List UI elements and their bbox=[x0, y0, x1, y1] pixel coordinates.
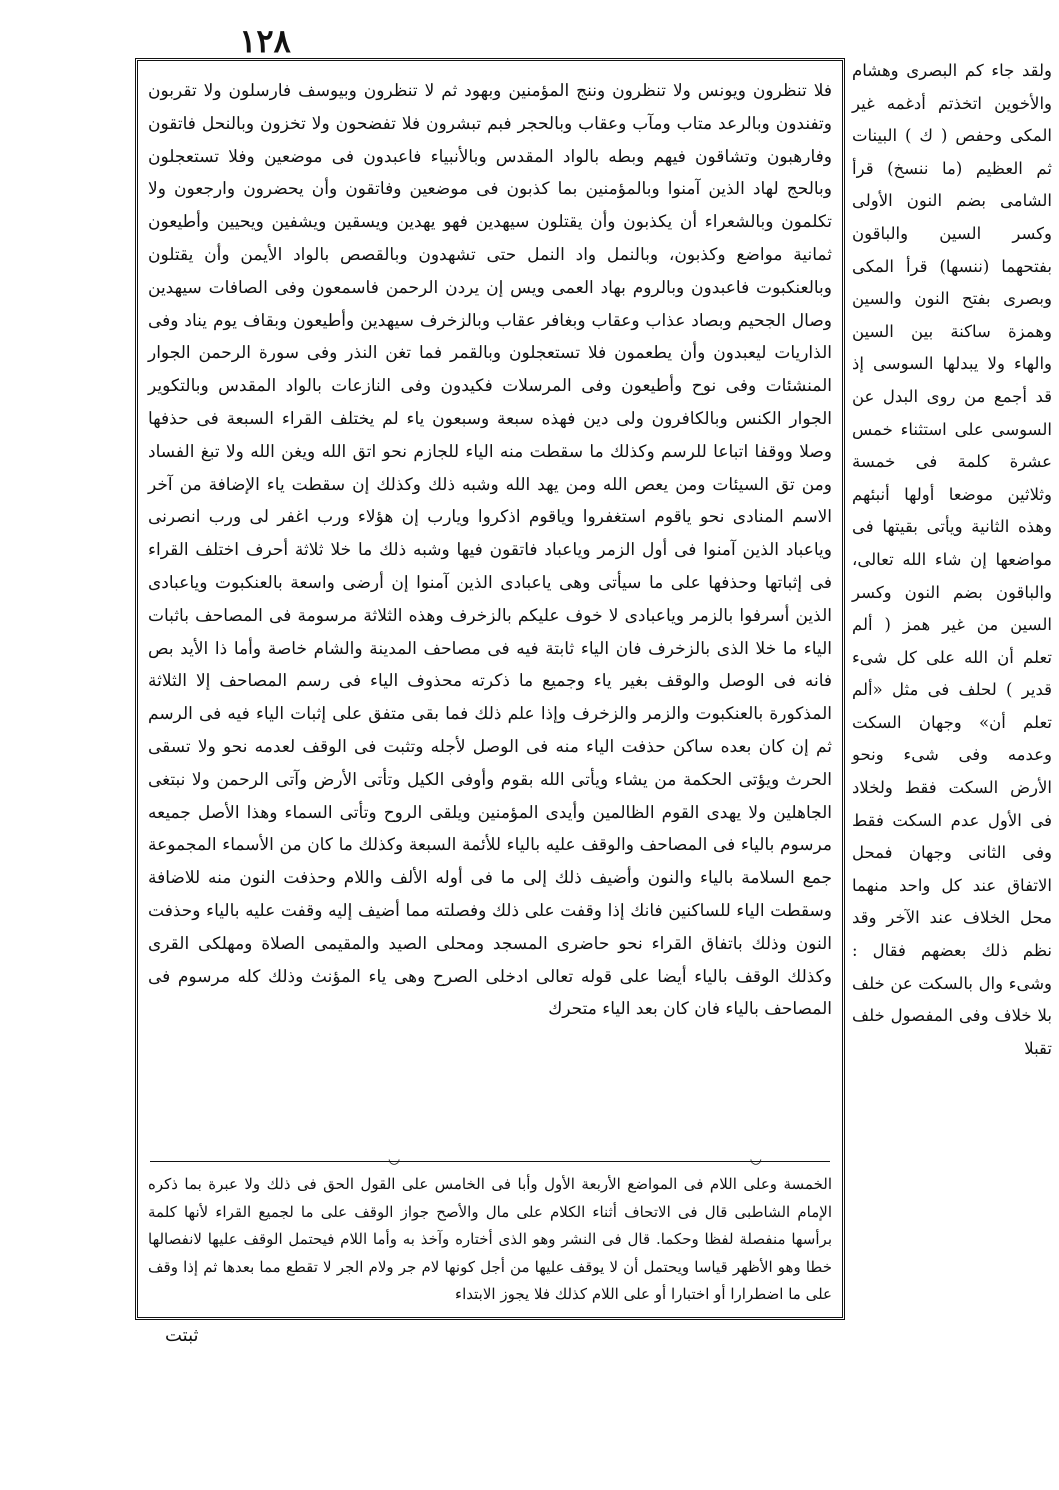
main-text-body bbox=[148, 75, 832, 1140]
ornament-icon: ◡ bbox=[388, 1151, 401, 1167]
footnote-separator bbox=[150, 1161, 830, 1162]
footnote-paragraph: الخمسة وعلى اللام فى المواضع الأربعة الأول وأبا فى الخامس على القول الحق فى ذلك ولا عبرة بما ذكره الإمام الشاطبى قال فى الاتحاف أثناء الكلام على مال والأصح جواز الوقف على ما لجميع القراء لأنها كلمة برأسها منفصلة لفظا وحكما. قال فى النشر وهو الذى أختاره وآخذ به وأما اللام فيحتمل الوقف عليها لانفصالها خطا وهو الأظهر قياسا ويحتمل أن لا يوقف عليها من أجل كونها لام جر ولام الجر لا تقطع مما بعدها ثم إذا وقف على ما اضطرارا أو اختبارا أو على اللام كذلك فلا يجوز الابتداء bbox=[148, 1175, 832, 1303]
ornament-row bbox=[148, 1151, 832, 1167]
catchword: ثبتت bbox=[165, 1325, 199, 1346]
margin-commentary-paragraph: ولقد جاء كم البصرى وهشام والأخوين اتخذتم أدغمه غير المكى وحفص ( ك ) البينات ثم العظيم (ما ننسخ) قرأ الشامى بضم النون الأولى وكسر السين والباقون بفتحهما (ننسها) قرأ المكى وبصرى بفتح النون والسين وهمزة ساكنة بين السين والهاء ولا يبدلها السوسى إذ قد أجمع من روى البدل عن السوسى على استثناء خمس عشرة كلمة فى خمسة وثلاثين موضعا أولها أنبئهم وهذه الثانية ويأتى بقيتها فى مواضعها إن شاء الله تعالى، والباقون بضم النون وكسر السين من غير همز ( ألم تعلم أن الله على كل شىء قدير ) لحلف فى مثل «ألم تعلم أن» وجهان السكت وعدمه وفى شىء ونحو الأرض السكت فقط ولخلاد فى الأول عدم السكت فقط وفى الثانى وجهان فمحل الاتفاق عند كل واحد منهما محل الخلاف عند الآخر وقد نظم ذلك بعضهم فقال : وشىء وال بالسكت عن خلف بلا خلاف وفى المفصول خلف تقبلا bbox=[852, 61, 1052, 1058]
page-number: ١٢٨ bbox=[239, 22, 291, 60]
footnote-body bbox=[148, 1171, 832, 1311]
main-text-paragraph: فلا تنظرون ويونس ولا تنظرون وننج المؤمنين وبهود ثم لا تنظرون وبيوسف فارسلون ولا تقربون وتفندون وبالرعد متاب ومآب وعقاب وبالحجر فبم تبشرون فلا تفضحون ولا تخزون وبالنحل فاتقون وفارهبون وتشاقون فيهم وبطه بالواد المقدس وبالأنبياء فاعبدون فى موضعين وفلا تستعجلون وبالحج لهاد الذين آمنوا وبالمؤمنين بما كذبون فى موضعين وفاتقون وأن يحضرون وارجعون ولا تكلمون وبالشعراء أن يكذبون وأن يقتلون سيهدين فهو يهدين ويسقين ويشفين ويحيين وأطيعون ثمانية مواضع وكذبون، وبالنمل واد النمل حتى تشهدون وبالقصص بالواد الأيمن وأن يقتلون وبالعنكبوت فاعبدون وبالروم بهاد العمى ويس إن يردن الرحمن فاسمعون وفى الصافات سيهدين وصال الجحيم وبصاد عذاب وعقاب وبغافر عقاب وبالزخرف سيهدين وأطيعون وبقاف يوم يناد وفى الذاريات ليعبدون وأن يطعمون فلا تستعجلون وبالقمر فما تغن النذر وفى سورة الرحمن الجوار المنشئات وفى نوح وأطيعون وفى المرسلات فكيدون وفى النازعات بالواد المقدس وبالتكوير الجوار الكنس وبالكافرون ولى دين فهذه سبعة وسبعون ياء لم يختلف القراء السبعة فى حذفها وصلا ووقفا اتباعا للرسم وكذلك ما سقطت منه الياء للجازم نحو اتق الله ويغن الله ولا تبغ الفساد ومن تق السيئات ومن يعص الله ومن يهد الله وشبه ذلك وكذلك إن سقطت ياء الإضافة من آخر الاسم المنادى نحو ياقوم استغفروا وياقوم اذكروا ويارب إن هؤلاء ورب اغفر لى ورب انصرنى وياعباد الذين آمنوا فى أول الزمر وياعباد فاتقون فيها وشبه ذلك ما خلا ثلاثة أحرف اختلف القراء فى إثباتها وحذفها على ما سيأتى وهى ياعبادى الذين آمنوا إن أرضى واسعة بالعنكبوت وياعبادى الذين أسرفوا بالزمر وياعبادى لا خوف عليكم بالزخرف وهذه الثلاثة مرسومة فى المصاحف باثبات الياء ما خلا الذى بالزخرف فان الياء ثابتة فيه فى مصاحف المدينة والشام خاصة وأما ذا الأيد بص فانه فى الوصل والوقف بغير ياء وجميع ما ذكرته محذوف الياء فى رسم المصاحف إلا الثلاثة المذكورة بالعنكبوت والزمر والزخرف وإذا علم ذلك فما بقى متفق على إثبات الياء فيه فى الرسم ثم إن كان بعده ساكن حذفت الياء منه فى الوصل لأجله وتثبت فى الوقف لعدمه نحو ولا تسقى الحرث ويؤتى الحكمة من يشاء ويأتى الله بقوم وأوفى الكيل وتأتى الأرض وآتى الرحمن ولا نبتغى الجاهلين ولا يهدى القوم الظالمين وأيدى المؤمنين ويلقى الروح وتأتى السماء وهذا الأصل جميعه مرسوم بالياء فى المصاحف والوقف عليه بالياء للأئمة السبعة وكذلك ما كان من الأسماء المجموعة جمع السلامة بالياء والنون وأضيف ذلك إلى ما فى أوله الألف واللام وحذفت النون منه للاضافة وسقطت الياء للساكنين فانك إذا وقفت على ذلك وفصلته مما أضيف إليه وقفت عليه بالياء وحذفت النون وذلك باتفاق القراء نحو حاضرى المسجد ومحلى الصيد والمقيمى الصلاة ومهلكى القرى وكذلك الوقف بالياء أيضا على قوله تعالى ادخلى الصرح وهى ياء المؤنث وذلك كله مرسوم فى المصاحف بالياء فان كان بعد الياء متحرك bbox=[148, 81, 832, 1020]
main-text-frame bbox=[135, 58, 845, 1320]
ornament-icon: ◡ bbox=[749, 1151, 762, 1167]
margin-commentary bbox=[852, 55, 1052, 1355]
